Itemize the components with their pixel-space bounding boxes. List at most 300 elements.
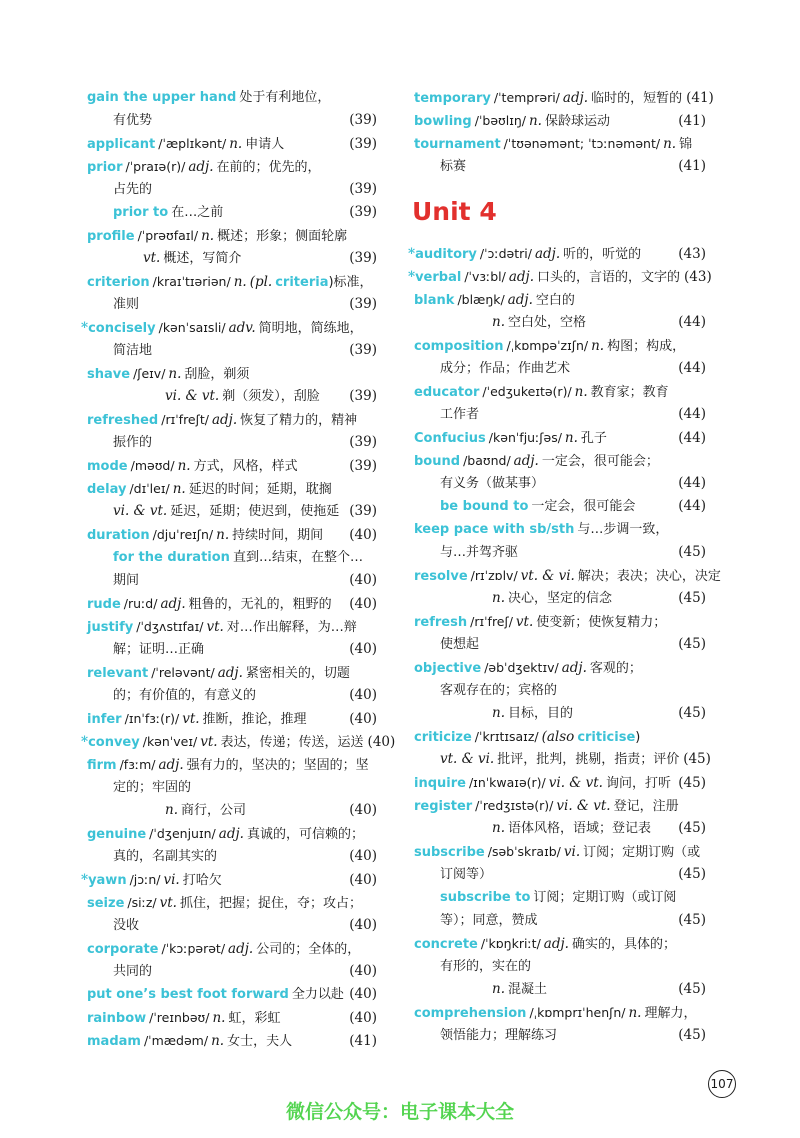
entry-line bbox=[408, 265, 712, 288]
page-reference: (40) bbox=[349, 872, 377, 888]
definition: 询问，打听 bbox=[605, 776, 671, 791]
part-of-speech: adj. bbox=[562, 90, 589, 106]
headword: criticize bbox=[414, 730, 472, 745]
phonetic: /ˈmædəm/ bbox=[143, 1033, 209, 1048]
phonetic: /rɪˈzɒlv/ bbox=[470, 568, 518, 583]
page-reference: (40) bbox=[349, 802, 377, 818]
vocab-entry bbox=[87, 155, 377, 224]
definition: 打哈欠 bbox=[182, 873, 222, 888]
entry-line bbox=[87, 431, 377, 454]
vocab-entry bbox=[414, 725, 711, 771]
page-reference: (39) bbox=[349, 458, 377, 474]
headword: verbal bbox=[415, 270, 462, 285]
page-reference: (41) bbox=[678, 113, 706, 129]
page-reference: (45) bbox=[678, 981, 706, 997]
phonetic: /rɪˈfreʃ/ bbox=[470, 614, 513, 629]
vocab-entry bbox=[87, 891, 377, 937]
part-of-speech: vi. & vt. bbox=[556, 798, 611, 814]
entry-line bbox=[87, 684, 377, 707]
entry-line bbox=[87, 1029, 377, 1052]
entry-line bbox=[81, 868, 377, 891]
definition: 登记，注册 bbox=[613, 799, 679, 814]
phonetic: /ˌkɒmprɪˈhenʃn/ bbox=[529, 1005, 626, 1020]
headword: genuine bbox=[87, 827, 147, 842]
part-of-speech: vi. bbox=[163, 872, 180, 888]
part-of-speech: n. bbox=[492, 590, 505, 606]
part-of-speech: n. bbox=[165, 802, 178, 818]
headword: bound bbox=[414, 454, 461, 469]
vocab-entry bbox=[408, 242, 706, 265]
entry-line bbox=[414, 886, 706, 909]
definition: 口头的，言语的，文字的 bbox=[537, 270, 681, 285]
definition: 推断，推论，推理 bbox=[202, 712, 307, 727]
page-reference: (40) bbox=[349, 986, 377, 1002]
left-column bbox=[81, 86, 396, 1052]
headword: criterion bbox=[87, 275, 150, 290]
headword: for the duration bbox=[113, 550, 230, 565]
definition: 没收 bbox=[113, 918, 140, 933]
definition: 处于有利地位， bbox=[239, 90, 331, 105]
vocab-entry bbox=[414, 86, 714, 109]
page-reference: (39) bbox=[349, 112, 377, 128]
definition: 使变新；使恢复精力； bbox=[536, 615, 667, 630]
part-of-speech: adj. bbox=[507, 292, 533, 308]
part-of-speech: vt. & vi. bbox=[520, 568, 575, 584]
variant-label: (pl. bbox=[249, 274, 273, 290]
page-reference: (44) bbox=[678, 475, 706, 491]
definition: 混凝土 bbox=[508, 982, 548, 997]
vocab-entry bbox=[414, 840, 706, 932]
part-of-speech: vi. & vt. bbox=[165, 388, 220, 404]
phonetic: /ˈpraɪə(r)/ bbox=[125, 159, 186, 174]
vocab-entry bbox=[87, 454, 377, 477]
definition: 标赛 bbox=[440, 159, 467, 174]
entry-line bbox=[87, 362, 377, 385]
phonetic: /rɪˈfreʃt/ bbox=[161, 412, 209, 427]
definition: 延迟，延期；使迟到，使拖延 bbox=[170, 504, 340, 519]
definition: 方式，风格，样式 bbox=[193, 459, 298, 474]
definition: 全力以赴 bbox=[291, 987, 344, 1002]
headword: concrete bbox=[414, 937, 478, 952]
page-reference: (39) bbox=[349, 503, 377, 519]
headword: auditory bbox=[415, 247, 477, 262]
vocab-entry bbox=[87, 983, 377, 1006]
phonetic: /kənˈsaɪsli/ bbox=[158, 320, 226, 335]
page-reference: (39) bbox=[349, 250, 377, 266]
phonetic: /ˈkɒŋkriːt/ bbox=[480, 936, 541, 951]
definition: 延迟的时间；延期，耽搁 bbox=[188, 482, 332, 497]
definition: 批评，批判，挑剔，指责；评价 bbox=[497, 752, 680, 767]
phonetic: /blæŋk/ bbox=[457, 292, 505, 307]
definition: 解决；表决；决心，决定 bbox=[577, 569, 721, 584]
vocab-entry bbox=[87, 362, 377, 408]
definition: 订阅等） bbox=[440, 867, 493, 882]
entry-line bbox=[87, 914, 377, 937]
headword: composition bbox=[414, 339, 504, 354]
definition: 教育家；教育 bbox=[590, 385, 669, 400]
entry-line bbox=[87, 753, 377, 776]
entry-line bbox=[87, 408, 377, 431]
vocab-entry bbox=[414, 449, 706, 518]
entry-line bbox=[87, 523, 377, 546]
part-of-speech: vt. bbox=[206, 619, 224, 635]
vocab-entry bbox=[414, 288, 706, 334]
page-reference: (44) bbox=[678, 406, 706, 422]
definition: 女士，夫人 bbox=[227, 1034, 293, 1049]
part-of-speech: adj. bbox=[218, 826, 244, 842]
definition: 订阅；定期订购（或订阅 bbox=[533, 890, 677, 905]
page-reference: (45) bbox=[678, 866, 706, 882]
right-column-main bbox=[408, 242, 721, 1047]
headword: firm bbox=[87, 758, 117, 773]
page-reference: (40) bbox=[349, 711, 377, 727]
definition: 锦 bbox=[679, 137, 693, 152]
phonetic: /fɜːm/ bbox=[119, 757, 156, 772]
definition: 解；证明…正确 bbox=[113, 642, 205, 657]
phonetic: /baʊnd/ bbox=[463, 453, 511, 468]
definition: 决心，坚定的信念 bbox=[508, 591, 613, 606]
entry-line bbox=[87, 822, 377, 845]
page-reference: (43) bbox=[684, 269, 712, 285]
entry-line bbox=[414, 817, 706, 840]
entry-line bbox=[87, 385, 377, 408]
page-reference: (39) bbox=[349, 434, 377, 450]
phonetic: /ˈvɜːbl/ bbox=[464, 269, 506, 284]
page-reference: (40) bbox=[349, 527, 377, 543]
phonetic: /djuˈreɪʃn/ bbox=[152, 527, 214, 542]
part-of-speech: n. bbox=[528, 113, 542, 129]
entry-line bbox=[87, 201, 377, 224]
vocab-entry bbox=[414, 518, 706, 564]
vocab-entry bbox=[414, 564, 721, 610]
entry-line bbox=[414, 702, 706, 725]
vocab-entry bbox=[414, 334, 706, 380]
part-of-speech: n. bbox=[172, 481, 186, 497]
part-of-speech: n. bbox=[201, 228, 215, 244]
part-of-speech: adj. bbox=[561, 660, 587, 676]
headword: resolve bbox=[414, 569, 468, 584]
definition: 简明地，简练地， bbox=[258, 321, 363, 336]
vocab-entry bbox=[414, 656, 706, 725]
headword: yawn bbox=[88, 873, 127, 888]
entry-line bbox=[87, 592, 377, 615]
entry-line bbox=[414, 132, 706, 155]
entry-line bbox=[414, 155, 706, 178]
page-reference: (39) bbox=[349, 204, 377, 220]
entry-line bbox=[414, 610, 706, 633]
definition: 有义务（做某事） bbox=[440, 476, 545, 491]
definition: 语体风格，语域；登记表 bbox=[508, 821, 652, 836]
definition: 共同的 bbox=[113, 964, 153, 979]
entry-line bbox=[414, 564, 721, 587]
entry-line bbox=[414, 794, 706, 817]
entry-line bbox=[414, 541, 706, 564]
page-reference: (40) bbox=[349, 848, 377, 864]
entry-line bbox=[87, 477, 377, 500]
variant-close: ) bbox=[328, 275, 334, 290]
entry-line bbox=[414, 656, 706, 679]
headword: refreshed bbox=[87, 413, 159, 428]
definition: 保龄球运动 bbox=[544, 114, 610, 129]
headword: be bound to bbox=[440, 499, 529, 514]
definition: 虹，彩虹 bbox=[228, 1011, 281, 1026]
part-of-speech: adj. bbox=[228, 941, 254, 957]
page-reference: (45) bbox=[678, 912, 706, 928]
entry-line bbox=[414, 840, 706, 863]
headword: relevant bbox=[87, 666, 149, 681]
entry-line bbox=[81, 730, 396, 753]
definition: 客观的； bbox=[589, 661, 642, 676]
entry-line bbox=[87, 155, 377, 178]
page-reference: (43) bbox=[678, 246, 706, 262]
entry-line bbox=[87, 661, 377, 684]
definition: 的；有价值的，有意义的 bbox=[113, 688, 257, 703]
page-reference: (45) bbox=[678, 775, 706, 791]
part-of-speech: adj. bbox=[513, 453, 539, 469]
entry-line bbox=[414, 978, 706, 1001]
part-of-speech: n. bbox=[492, 314, 505, 330]
definition: 刮脸，剃须 bbox=[184, 367, 250, 382]
definition: 空白处，空格 bbox=[508, 315, 587, 330]
definition: 对…作出解释，为…辩 bbox=[226, 620, 357, 635]
headword: gain the upper hand bbox=[87, 90, 237, 105]
entry-line bbox=[87, 339, 377, 362]
definition: 一定会，很可能会 bbox=[531, 499, 636, 514]
phonetic: /siːz/ bbox=[127, 895, 157, 910]
vocab-entry bbox=[87, 477, 377, 523]
definition: 一定会，很可能会； bbox=[541, 454, 659, 469]
headword: bowling bbox=[414, 114, 472, 129]
entry-line bbox=[414, 86, 714, 109]
entry-line bbox=[414, 748, 711, 771]
page-number: 107 bbox=[708, 1070, 736, 1098]
vocab-entry bbox=[87, 1029, 377, 1052]
entry-line bbox=[414, 109, 706, 132]
definition: 占先的 bbox=[113, 182, 153, 197]
variant-form: criteria bbox=[275, 275, 329, 290]
vocab-entry bbox=[87, 592, 377, 615]
vocab-entry bbox=[87, 753, 377, 822]
part-of-speech: n. bbox=[168, 366, 182, 382]
headword: concisely bbox=[88, 321, 156, 336]
part-of-speech: n. bbox=[574, 384, 588, 400]
definition: 与…并驾齐驱 bbox=[440, 545, 519, 560]
phonetic: /ˈæplɪkənt/ bbox=[158, 136, 227, 151]
definition: 表达，传递；传送，运送 bbox=[220, 735, 364, 750]
phonetic: /ˈreləvənt/ bbox=[151, 665, 215, 680]
vocab-entry bbox=[87, 86, 377, 132]
page-reference: (39) bbox=[349, 136, 377, 152]
optional-marker: * bbox=[81, 734, 89, 750]
entry-line bbox=[87, 270, 377, 293]
definition: 在…之前 bbox=[171, 205, 224, 220]
definition: 简洁地 bbox=[113, 343, 153, 358]
entry-line bbox=[87, 983, 377, 1006]
page-reference: (44) bbox=[678, 498, 706, 514]
part-of-speech: n. bbox=[177, 458, 191, 474]
definition: 使想起 bbox=[440, 637, 480, 652]
definition: 商行，公司 bbox=[181, 803, 247, 818]
definition: 客观存在的；宾格的 bbox=[440, 683, 558, 698]
part-of-speech: adj. bbox=[160, 596, 186, 612]
part-of-speech: adj. bbox=[188, 159, 214, 175]
page-reference: (39) bbox=[349, 342, 377, 358]
vocab-entry bbox=[87, 615, 377, 661]
definition: 公司的；全体的， bbox=[256, 942, 361, 957]
headword: keep pace with sb/sth bbox=[414, 522, 575, 537]
phonetic: /jɔːn/ bbox=[129, 872, 161, 887]
headword: justify bbox=[87, 620, 134, 635]
right-column bbox=[408, 86, 721, 1047]
definition: 持续时间，期间 bbox=[232, 528, 324, 543]
entry-line bbox=[87, 937, 377, 960]
part-of-speech: vt. bbox=[182, 711, 200, 727]
headword: put one’s best foot forward bbox=[87, 987, 289, 1002]
headword: tournament bbox=[414, 137, 501, 152]
part-of-speech: n. bbox=[233, 274, 247, 290]
page-reference: (39) bbox=[349, 296, 377, 312]
phonetic: /ˌkɒmpəˈzɪʃn/ bbox=[506, 338, 589, 353]
part-of-speech: n. bbox=[564, 430, 578, 446]
definition: 真的，名副其实的 bbox=[113, 849, 218, 864]
vocab-entry bbox=[87, 661, 377, 707]
headword: Confucius bbox=[414, 431, 486, 446]
part-of-speech: vt. bbox=[159, 895, 177, 911]
vocab-entry bbox=[87, 270, 377, 316]
entry-line bbox=[87, 615, 377, 638]
definition: 有优势 bbox=[113, 113, 153, 128]
phonetic: /səbˈskraɪb/ bbox=[487, 844, 561, 859]
definition: 概述，写简介 bbox=[163, 251, 242, 266]
entry-line bbox=[414, 725, 706, 748]
vocab-entry bbox=[414, 794, 706, 840]
definition: 直到…结束，在整个… bbox=[232, 550, 363, 565]
entry-line bbox=[414, 633, 706, 656]
vocab-entry bbox=[87, 408, 377, 454]
headword: comprehension bbox=[414, 1006, 527, 1021]
phonetic: /kənˈfjuːʃəs/ bbox=[488, 430, 562, 445]
definition: 恢复了精力的，精神 bbox=[240, 413, 358, 428]
page-reference: (39) bbox=[349, 388, 377, 404]
definition: 听的，听觉的 bbox=[563, 247, 642, 262]
entry-line bbox=[87, 132, 377, 155]
phonetic: /kənˈveɪ/ bbox=[142, 734, 198, 749]
part-of-speech: n. bbox=[229, 136, 243, 152]
part-of-speech: n. bbox=[492, 705, 505, 721]
vocab-entry bbox=[414, 932, 706, 1001]
entry-line bbox=[414, 334, 706, 357]
entry-line bbox=[87, 891, 377, 914]
page-reference: (45) bbox=[678, 590, 706, 606]
entry-line bbox=[414, 449, 706, 472]
phonetic: /ˈɔːdətri/ bbox=[479, 246, 532, 261]
vocab-entry bbox=[81, 868, 377, 891]
headword: shave bbox=[87, 367, 131, 382]
page-reference: (40) bbox=[349, 917, 377, 933]
headword: prior bbox=[87, 160, 123, 175]
vocab-entry bbox=[87, 132, 377, 155]
entry-line bbox=[408, 242, 706, 265]
phonetic: /ˈkrɪtɪsaɪz/ bbox=[474, 729, 539, 744]
entry-line bbox=[87, 638, 377, 661]
part-of-speech: vt. bbox=[143, 250, 161, 266]
entry-line bbox=[414, 495, 706, 518]
page-reference: (44) bbox=[678, 314, 706, 330]
part-of-speech: n. bbox=[492, 981, 505, 997]
definition: 抓住，把握；捉住，夺；攻占； bbox=[179, 896, 362, 911]
headword: duration bbox=[87, 528, 150, 543]
definition: 定的；牢固的 bbox=[113, 780, 192, 795]
entry-line bbox=[414, 679, 706, 702]
definition: 订阅；定期订购（或 bbox=[583, 845, 701, 860]
entry-line bbox=[414, 771, 706, 794]
phonetic: /ɪnˈfɜː(r)/ bbox=[124, 711, 180, 726]
definition: 概述；形象；侧面轮廓 bbox=[217, 229, 348, 244]
page-reference: (40) bbox=[349, 641, 377, 657]
headword: subscribe bbox=[414, 845, 485, 860]
headword: subscribe to bbox=[440, 890, 531, 905]
part-of-speech: vt. & vi. bbox=[440, 751, 495, 767]
phonetic: /məʊd/ bbox=[130, 458, 175, 473]
entry-line bbox=[414, 932, 706, 955]
entry-line bbox=[414, 909, 706, 932]
headword: rainbow bbox=[87, 1011, 147, 1026]
entry-line bbox=[87, 293, 377, 316]
entry-line bbox=[414, 1024, 706, 1047]
part-of-speech: vi. bbox=[563, 844, 581, 860]
headword: infer bbox=[87, 712, 122, 727]
part-of-speech: vt. bbox=[515, 614, 534, 630]
definition: 目标，目的 bbox=[508, 706, 574, 721]
headword: register bbox=[414, 799, 473, 814]
entry-line bbox=[87, 109, 377, 132]
page-reference: (45) bbox=[683, 751, 711, 767]
entry-line bbox=[414, 955, 706, 978]
optional-marker: * bbox=[81, 872, 89, 888]
vocab-entry bbox=[81, 316, 377, 362]
definition: 紧密相关的，切题 bbox=[245, 666, 350, 681]
page-reference: (41) bbox=[349, 1033, 377, 1049]
headword: profile bbox=[87, 229, 135, 244]
headword: blank bbox=[414, 293, 455, 308]
definition: 构图；构成， bbox=[607, 339, 686, 354]
entry-line bbox=[87, 569, 377, 592]
headword: convey bbox=[88, 735, 140, 750]
definition: 剃（须发），刮脸 bbox=[222, 389, 320, 404]
phonetic: /ˈprəʊfaɪl/ bbox=[137, 228, 199, 243]
headword: refresh bbox=[414, 615, 468, 630]
definition: 工作者 bbox=[440, 407, 480, 422]
phonetic: /ruːd/ bbox=[123, 596, 158, 611]
entry-line bbox=[414, 863, 706, 886]
headword: inquire bbox=[414, 776, 466, 791]
entry-line bbox=[87, 1006, 377, 1029]
variant-close: ) bbox=[635, 730, 641, 745]
vocab-entry bbox=[414, 109, 706, 132]
watermark: 微信公众号：电子课本大全 bbox=[285, 1101, 514, 1123]
definition: 强有力的，坚决的；坚固的；坚 bbox=[186, 758, 369, 773]
phonetic: /ʃeɪv/ bbox=[133, 366, 166, 381]
page-reference: (44) bbox=[678, 360, 706, 376]
headword: madam bbox=[87, 1034, 141, 1049]
definition: 理解力， bbox=[644, 1006, 697, 1021]
entry-line bbox=[414, 472, 706, 495]
vocab-entry bbox=[408, 265, 712, 288]
headword: objective bbox=[414, 661, 482, 676]
phonetic: /əbˈdʒektɪv/ bbox=[484, 660, 559, 675]
entry-line bbox=[414, 1001, 706, 1024]
page-reference: (39) bbox=[349, 181, 377, 197]
